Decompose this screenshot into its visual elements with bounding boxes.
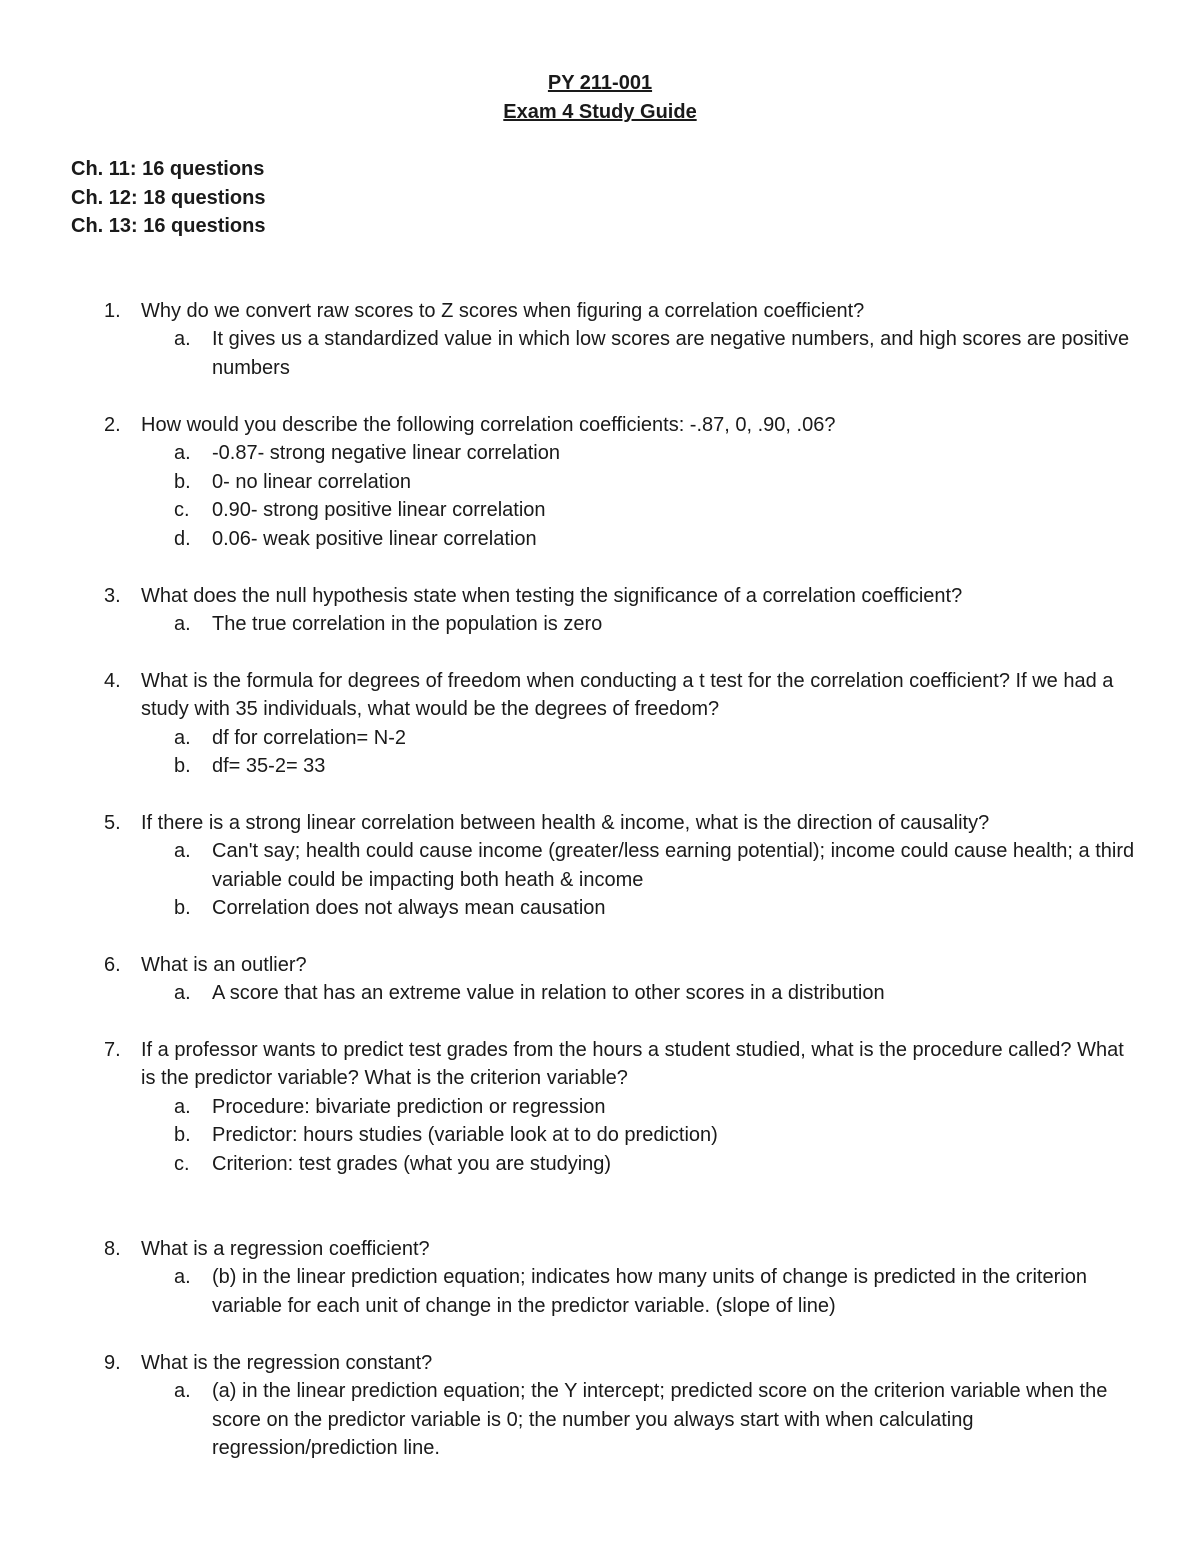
answer-letter: a. [174, 726, 191, 749]
question-number: 1. [104, 300, 121, 322]
answer-item [0, 752, 1200, 780]
answer-text: Can't say; health could cause income (greater/less earning potential); income could cause health; a third variable could be impacting both heath & income [212, 840, 1135, 891]
answer-letter: b. [174, 470, 191, 493]
question-text: What is an outlier? [141, 954, 307, 976]
answer-letter: a. [174, 328, 191, 351]
answer-text: (b) in the linear prediction equation; indicates how many units of change is predicted in the criterion variable for each unit of change in the predictor variable. (slope of line) [212, 1266, 1087, 1317]
answer-text: It gives us a standardized value in which low scores are negative numbers, and high scores are positive numbers [212, 328, 1130, 379]
answer-item [0, 1121, 1200, 1149]
answer-item [0, 1377, 1200, 1462]
answer-text: (a) in the linear prediction equation; the Y intercept; predicted score on the criterion variable when the score on the predictor variable is 0; the number you always start with when calculating regression/prediction line. [212, 1380, 1108, 1460]
answer-text: Predictor: hours studies (variable look at to do prediction) [212, 1124, 718, 1147]
question-text: If there is a strong linear correlation between health & income, what is the direction of causality? [141, 812, 990, 834]
answer-letter: a. [174, 1095, 191, 1118]
answer-letter: c. [174, 499, 190, 522]
answer-item [0, 894, 1200, 922]
answer-item [0, 325, 1200, 382]
question-number: 9. [104, 1352, 121, 1374]
answer-item [0, 496, 1200, 524]
chapter-count-line: Ch. 13: 16 questions [71, 215, 266, 237]
answer-text: df for correlation= N-2 [212, 726, 406, 749]
answer-text: A score that has an extreme value in relation to other scores in a distribution [212, 982, 885, 1005]
question-text: How would you describe the following correlation coefficients: -.87, 0, .90, .06? [141, 414, 836, 436]
question-item [0, 582, 1200, 639]
chapter-count-line: Ch. 12: 18 questions [71, 186, 266, 209]
question-number: 4. [104, 670, 121, 692]
question-item [0, 297, 1200, 382]
answer-item [0, 1263, 1200, 1320]
chapter-question-counts [71, 155, 266, 241]
answer-item [0, 724, 1200, 752]
answer-item [0, 1150, 1200, 1178]
answer-letter: d. [174, 527, 191, 550]
document-title: Exam 4 Study Guide [503, 101, 697, 123]
question-item [0, 951, 1200, 1008]
answer-letter: b. [174, 897, 191, 920]
answer-item [0, 468, 1200, 496]
answer-letter: c. [174, 1152, 190, 1175]
answer-letter: a. [174, 982, 191, 1005]
answer-letter: b. [174, 755, 191, 778]
course-title: PY 211-001 [547, 72, 653, 94]
question-item [0, 1349, 1200, 1463]
question-text: If a professor wants to predict test grades from the hours a student studied, what is the procedure called? What is the predictor variable? What is the criterion variable? [141, 1039, 1124, 1090]
answer-text: Procedure: bivariate prediction or regression [212, 1095, 606, 1118]
answer-text: 0.90- strong positive linear correlation [212, 499, 546, 522]
question-number: 6. [104, 954, 121, 976]
answer-text: The true correlation in the population is zero [212, 613, 603, 636]
answer-letter: a. [174, 1380, 191, 1403]
chapter-count-line: Ch. 11: 16 questions [71, 158, 265, 180]
answer-text: -0.87- strong negative linear correlation [212, 442, 560, 465]
question-text: What is the regression constant? [141, 1352, 433, 1374]
answer-letter: a. [174, 840, 191, 863]
answer-item [0, 837, 1200, 894]
answer-text: Correlation does not always mean causation [212, 897, 606, 920]
question-text: What does the null hypothesis state when testing the significance of a correlation coefficient? [141, 585, 963, 607]
question-number: 3. [104, 585, 121, 607]
question-item [0, 411, 1200, 553]
answer-letter: a. [174, 1266, 191, 1289]
answer-item [0, 525, 1200, 553]
question-item [0, 667, 1200, 781]
question-text: What is the formula for degrees of freedom when conducting a t test for the correlation coefficient? If we had a study with 35 individuals, what would be the degrees of freedom? [141, 670, 1114, 721]
question-text: Why do we convert raw scores to Z scores when figuring a correlation coefficient? [141, 300, 865, 322]
answer-item [0, 1093, 1200, 1121]
answer-text: df= 35-2= 33 [212, 755, 326, 778]
answer-text: 0- no linear correlation [212, 470, 411, 493]
answer-letter: a. [174, 442, 191, 465]
answer-letter: a. [174, 613, 191, 636]
answer-item [0, 439, 1200, 467]
question-item [0, 1235, 1200, 1320]
answer-item [0, 979, 1200, 1007]
answer-letter: b. [174, 1124, 191, 1147]
answer-text: Criterion: test grades (what you are studying) [212, 1152, 612, 1175]
question-item [0, 1036, 1200, 1178]
question-number: 2. [104, 414, 121, 436]
question-number: 8. [104, 1238, 121, 1260]
question-item [0, 809, 1200, 923]
question-number: 7. [104, 1039, 121, 1061]
question-text: What is a regression coefficient? [141, 1238, 430, 1260]
answer-item [0, 610, 1200, 638]
answer-text: 0.06- weak positive linear correlation [212, 527, 537, 550]
question-number: 5. [104, 812, 121, 834]
